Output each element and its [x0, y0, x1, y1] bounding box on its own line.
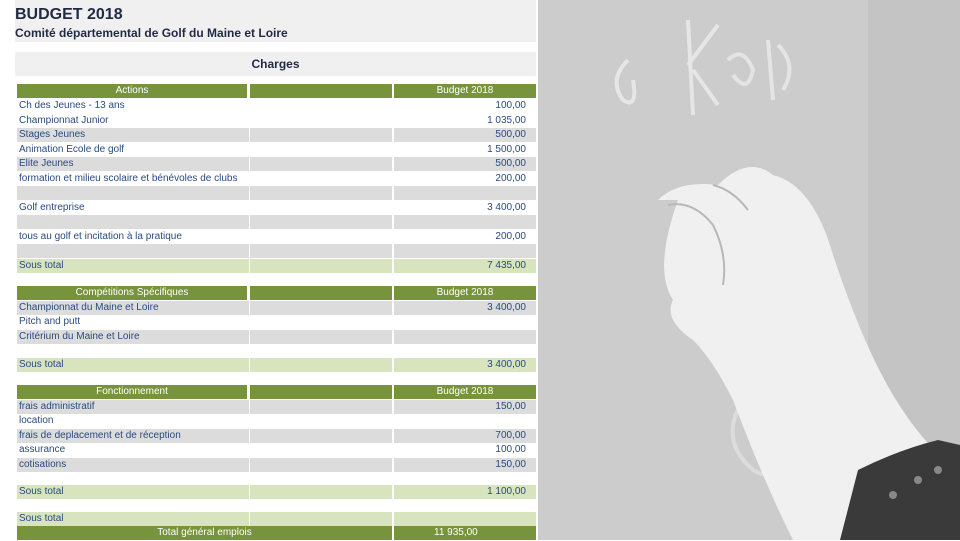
table-row [15, 114, 536, 129]
table-row [15, 215, 536, 230]
subtotal-value: 1 100,00 [394, 485, 536, 499]
budget-subtitle: Comité départemental de Golf du Maine et Loire [15, 26, 288, 40]
subtotal-row [15, 358, 536, 373]
row-value: 100,00 [495, 444, 526, 455]
chalkboard-hand-illustration [538, 0, 960, 540]
row-blank [250, 215, 392, 229]
row-value: 500,00 [394, 128, 536, 142]
section-header-row [15, 84, 536, 99]
row-label: frais de deplacement et de réception [17, 429, 249, 443]
subtotal-row [15, 512, 536, 527]
section-header-label: Actions [17, 84, 247, 98]
table-row [15, 414, 536, 429]
row-blank [250, 358, 392, 372]
row-blank [394, 512, 536, 526]
row-value [394, 472, 536, 486]
row-blank [250, 157, 392, 171]
row-blank [250, 186, 392, 200]
row-label: cotisations [17, 458, 249, 472]
row-blank [250, 458, 392, 472]
row-label: Championnat Junior [19, 115, 109, 126]
section-header-label: Fonctionnement [17, 385, 247, 399]
row-value: 700,00 [394, 429, 536, 443]
row-label: tous au golf et incitation à la pratique [19, 231, 182, 242]
row-value: 1 500,00 [487, 144, 526, 155]
row-label: Pitch and putt [19, 316, 81, 327]
budget-title: BUDGET 2018 [15, 6, 123, 23]
table-row [15, 157, 536, 172]
row-blank [250, 230, 392, 244]
row-label [17, 244, 249, 258]
row-blank [250, 443, 392, 457]
row-blank [250, 244, 392, 258]
row-label [17, 186, 249, 200]
section-header-row [15, 286, 536, 301]
table-row [15, 172, 536, 187]
row-blank [250, 143, 392, 157]
row-label [17, 344, 249, 358]
row-value: 500,00 [394, 157, 536, 171]
row-blank [250, 344, 392, 358]
grand-total-row [15, 526, 536, 541]
budget-column-header: Budget 2018 [394, 286, 536, 300]
row-value [394, 344, 536, 358]
row-label: Stages Jeunes [17, 128, 249, 142]
section-header-row [15, 385, 536, 400]
subtotal-value: 7 435,00 [394, 259, 536, 273]
row-value: 1 035,00 [487, 115, 526, 126]
row-blank [250, 99, 392, 113]
table-row [15, 143, 536, 158]
row-blank [250, 330, 392, 344]
row-label: Golf entreprise [19, 202, 85, 213]
row-value [394, 244, 536, 258]
row-blank [250, 128, 392, 142]
row-label: Animation Ecole de golf [19, 144, 125, 155]
table-row [15, 128, 536, 143]
row-blank [250, 315, 392, 329]
row-value: 150,00 [394, 458, 536, 472]
section-header-blank [250, 286, 392, 300]
subtotal-label: Sous total [17, 512, 249, 526]
row-blank [250, 512, 392, 526]
row-value [394, 186, 536, 200]
row-label: Championnat du Maine et Loire [17, 301, 249, 315]
table-row [15, 330, 536, 345]
row-blank [250, 429, 392, 443]
row-label: Ch des Jeunes - 13 ans [19, 100, 125, 111]
row-label [17, 215, 249, 229]
table-row [15, 99, 536, 114]
subtotal-label: Sous total [17, 358, 249, 372]
row-blank [250, 414, 392, 428]
row-blank [250, 172, 392, 186]
row-label: location [19, 415, 54, 426]
row-value: 200,00 [495, 173, 526, 184]
row-value: 3 400,00 [487, 202, 526, 213]
row-value: 3 400,00 [394, 301, 536, 315]
section-header-blank [250, 84, 392, 98]
grand-total-label: Total général emplois [17, 526, 392, 540]
table-row [15, 201, 536, 216]
row-label [17, 472, 249, 486]
table-row [15, 230, 536, 245]
row-blank [250, 301, 392, 315]
row-blank [250, 259, 392, 273]
row-blank [250, 485, 392, 499]
section-header-blank [250, 385, 392, 399]
row-value [394, 414, 536, 428]
row-blank [250, 114, 392, 128]
row-label: frais administratif [17, 400, 249, 414]
row-value [394, 315, 536, 329]
row-value [394, 215, 536, 229]
table-row [15, 400, 536, 415]
table-row [15, 443, 536, 458]
chalkboard-photo [538, 0, 960, 540]
table-row [15, 244, 536, 259]
table-row [15, 315, 536, 330]
row-blank [250, 400, 392, 414]
row-value: 150,00 [394, 400, 536, 414]
row-label: formation et milieu scolaire et bénévoles de clubs [19, 173, 238, 184]
section-header-label: Compétitions Spécifiques [17, 286, 247, 300]
budget-column-header: Budget 2018 [394, 385, 536, 399]
row-label: assurance [19, 444, 66, 455]
table-row [15, 301, 536, 316]
row-label: Critérium du Maine et Loire [17, 330, 249, 344]
charges-label: Charges [251, 57, 300, 71]
grand-total-value: 11 935,00 [394, 526, 536, 540]
table-row [15, 186, 536, 201]
row-value: 200,00 [495, 231, 526, 242]
table-row [15, 344, 536, 359]
subtotal-row [15, 485, 536, 500]
row-blank [250, 472, 392, 486]
subtotal-row [15, 259, 536, 274]
table-row [15, 458, 536, 473]
subtotal-label: Sous total [17, 259, 249, 273]
row-value: 100,00 [495, 100, 526, 111]
row-value [394, 330, 536, 344]
row-blank [250, 201, 392, 215]
budget-sheet [15, 0, 536, 540]
subtotal-label: Sous total [17, 485, 249, 499]
row-label: Elite Jeunes [17, 157, 249, 171]
subtotal-value: 3 400,00 [394, 358, 536, 372]
budget-column-header: Budget 2018 [394, 84, 536, 98]
table-row [15, 429, 536, 444]
